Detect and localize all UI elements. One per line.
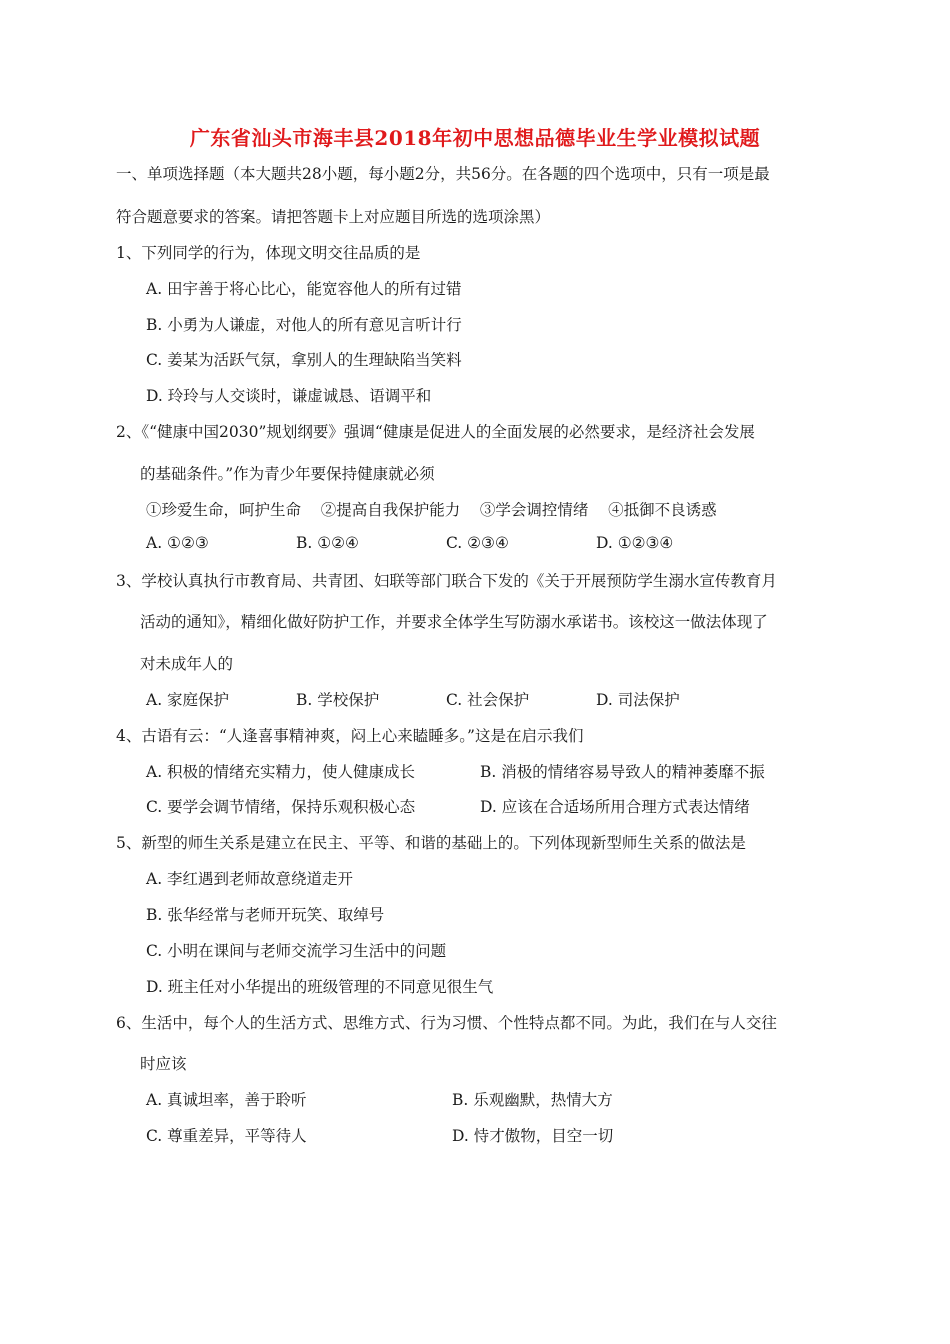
question-3-stem-line-1: 3、学校认真执行市教育局、共青团、妇联等部门联合下发的《关于开展预防学生溺水宣传教育月 bbox=[116, 572, 777, 590]
question-2-stem-line-2: 的基础条件。”作为青少年要保持健康就必须 bbox=[140, 465, 435, 483]
question-3-option-a: A. 家庭保护 bbox=[146, 691, 230, 709]
question-2-option-a: A. ①②③ bbox=[146, 534, 209, 552]
question-5-stem: 5、新型的师生关系是建立在民主、平等、和谐的基础上的。下列体现新型师生关系的做法是 bbox=[116, 834, 746, 852]
question-4-option-a: A. 积极的情绪充实精力，使人健康成长 bbox=[146, 763, 416, 781]
question-6-option-a: A. 真诚坦率，善于聆听 bbox=[146, 1091, 307, 1109]
question-4-option-d: D. 应该在合适场所用合理方式表达情绪 bbox=[480, 798, 750, 816]
question-1-option-d: D. 玲玲与人交谈时，谦虚诚恳、语调平和 bbox=[146, 387, 432, 405]
question-3-option-d: D. 司法保护 bbox=[596, 691, 680, 709]
question-5-option-a: A. 李红遇到老师故意绕道走开 bbox=[146, 870, 354, 888]
question-6-option-b: B. 乐观幽默，热情大方 bbox=[452, 1091, 613, 1109]
question-3-option-b: B. 学校保护 bbox=[296, 691, 380, 709]
question-2-option-d: D. ①②③④ bbox=[596, 534, 674, 552]
question-1-option-b: B. 小勇为人谦虚，对他人的所有意见言听计行 bbox=[146, 316, 462, 334]
question-1-option-c: C. 姜某为活跃气氛，拿别人的生理缺陷当笑料 bbox=[146, 351, 462, 369]
question-3-options bbox=[146, 688, 746, 710]
question-6-options-row-1 bbox=[146, 1088, 758, 1110]
question-3-option-c: C. 社会保护 bbox=[446, 691, 530, 709]
question-2-items: ①珍爱生命，呵护生命 ②提高自我保护能力 ③学会调控情绪 ④抵御不良诱惑 bbox=[146, 501, 717, 519]
question-6-stem-line-2: 时应该 bbox=[140, 1055, 187, 1073]
question-4-options-row-2 bbox=[146, 795, 786, 817]
question-5-option-d: D. 班主任对小华提出的班级管理的不同意见很生气 bbox=[146, 978, 494, 996]
question-1-option-a: A. 田宇善于将心比心，能宽容他人的所有过错 bbox=[146, 280, 462, 298]
question-2-stem-line-1: 2、《“健康中国2030”规划纲要》强调“健康是促进人的全面发展的必然要求，是经济社会发展 bbox=[116, 423, 755, 441]
question-4-stem: 4、古语有云：“人逢喜事精神爽，闷上心来瞌睡多。”这是在启示我们 bbox=[116, 727, 584, 745]
question-2-options bbox=[146, 534, 746, 552]
question-2-option-c: C. ②③④ bbox=[446, 534, 509, 552]
question-1-stem: 1、下列同学的行为，体现文明交往品质的是 bbox=[116, 244, 421, 262]
question-4-option-b: B. 消极的情绪容易导致人的精神萎靡不振 bbox=[480, 763, 765, 781]
question-6-options-row-2 bbox=[146, 1124, 758, 1146]
question-2-option-b: B. ①②④ bbox=[296, 534, 359, 552]
question-3-stem-line-2: 活动的通知》，精细化做好防护工作，并要求全体学生写防溺水承诺书。该校这一做法体现了 bbox=[140, 613, 768, 631]
question-3-stem-line-3: 对未成年人的 bbox=[140, 655, 234, 673]
question-5-option-b: B. 张华经常与老师开玩笑、取绰号 bbox=[146, 906, 385, 924]
section-heading-line-2: 符合题意要求的答案。请把答题卡上对应题目所选的选项涂黑） bbox=[116, 208, 551, 226]
question-4-options-row-1 bbox=[146, 760, 786, 782]
document-title: 广东省汕头市海丰县2018年初中思想品德毕业生学业模拟试题 bbox=[189, 126, 761, 150]
question-5-option-c: C. 小明在课间与老师交流学习生活中的问题 bbox=[146, 942, 447, 960]
question-6-option-c: C. 尊重差异，平等待人 bbox=[146, 1127, 307, 1145]
question-6-stem-line-1: 6、生活中，每个人的生活方式、思维方式、行为习惯、个性特点都不同。为此，我们在与人交往 bbox=[116, 1014, 777, 1032]
question-4-option-c: C. 要学会调节情绪，保持乐观积极心态 bbox=[146, 798, 416, 816]
question-6-option-d: D. 恃才傲物，目空一切 bbox=[452, 1127, 614, 1145]
section-heading-line-1: 一、单项选择题（本大题共28小题，每小题2分，共56分。在各题的四个选项中，只有一项是最 bbox=[116, 165, 770, 183]
